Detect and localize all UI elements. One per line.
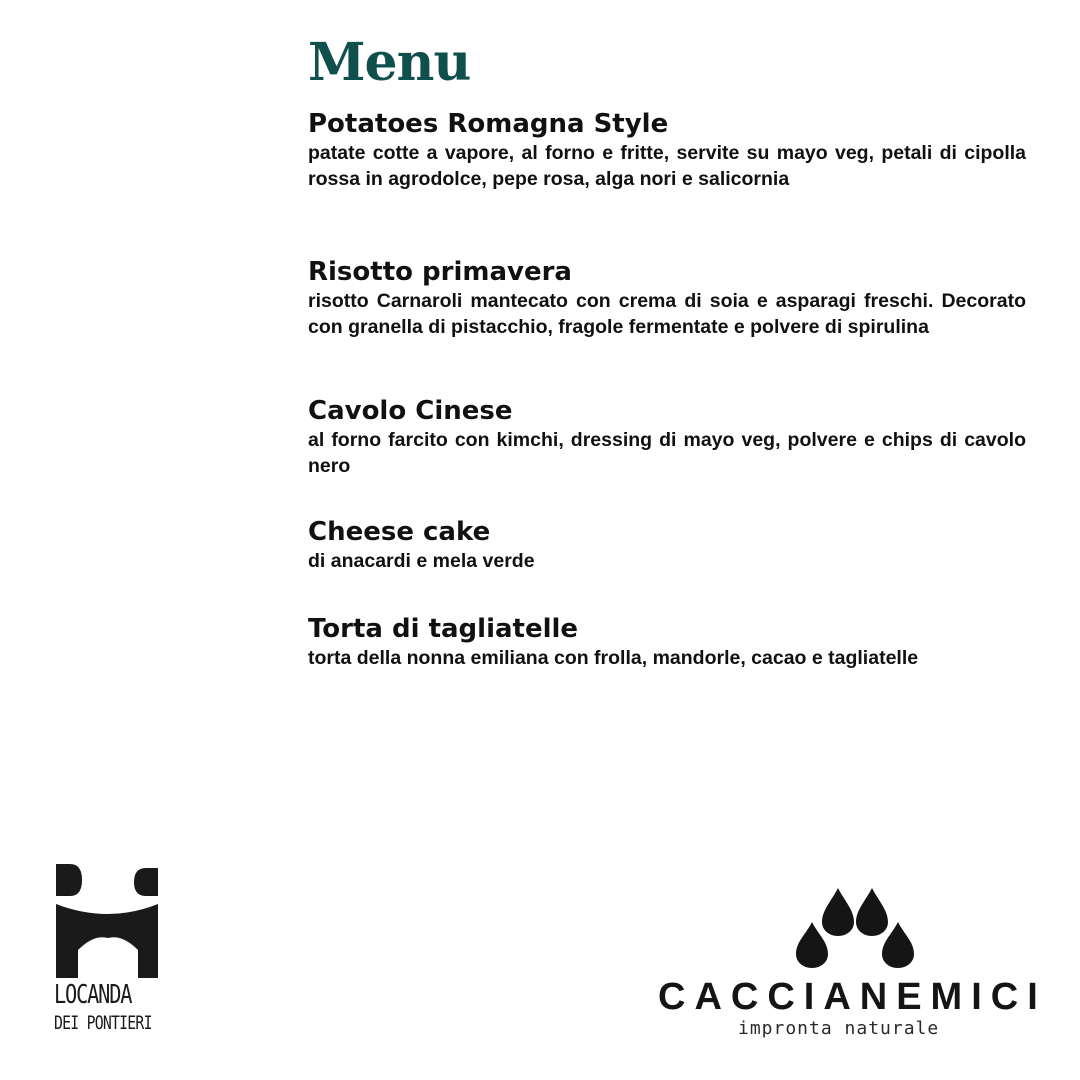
- pontieri-bridge-icon: [52, 862, 164, 980]
- drops-icon: [792, 884, 918, 974]
- caccianemici-logo: [656, 884, 1056, 1044]
- logo-text-line1: LOCANDA: [54, 980, 132, 1010]
- dish-description: patate cotte a vapore, al forno e fritte, servite su mayo veg, petali di cipolla rossa in agrodolce, pepe rosa, alga nori e salicornia: [308, 142, 1026, 190]
- brand-name: CACCIANEMICI: [658, 976, 1047, 1018]
- dish-name: Cheese cake: [308, 517, 491, 547]
- logo-text-line2: DEI PONTIERI: [54, 1012, 152, 1034]
- page-title: Menu: [308, 32, 471, 93]
- menu-item: [308, 108, 1026, 192]
- dish-description: di anacardi e mela verde: [308, 550, 535, 572]
- menu-item: [308, 613, 1026, 671]
- dish-name: Risotto primavera: [308, 257, 572, 287]
- dish-description: al forno farcito con kimchi, dressing di mayo veg, polvere e chips di cavolo nero: [308, 429, 1026, 477]
- menu-item: [308, 516, 1026, 574]
- dish-description: torta della nonna emiliana con frolla, mandorle, cacao e tagliatelle: [308, 647, 919, 669]
- menu-item: [308, 256, 1026, 340]
- dish-description: risotto Carnaroli mantecato con crema di soia e asparagi freschi. Decorato con granella di pistacchio, fragole fermentate e polvere di spirulina: [308, 290, 1026, 338]
- dish-name: Potatoes Romagna Style: [308, 109, 669, 139]
- locanda-logo: [52, 862, 164, 1040]
- dish-name: Torta di tagliatelle: [308, 614, 579, 644]
- brand-tagline: impronta naturale: [738, 1018, 940, 1039]
- dish-name: Cavolo Cinese: [308, 396, 513, 426]
- menu-item: [308, 395, 1026, 479]
